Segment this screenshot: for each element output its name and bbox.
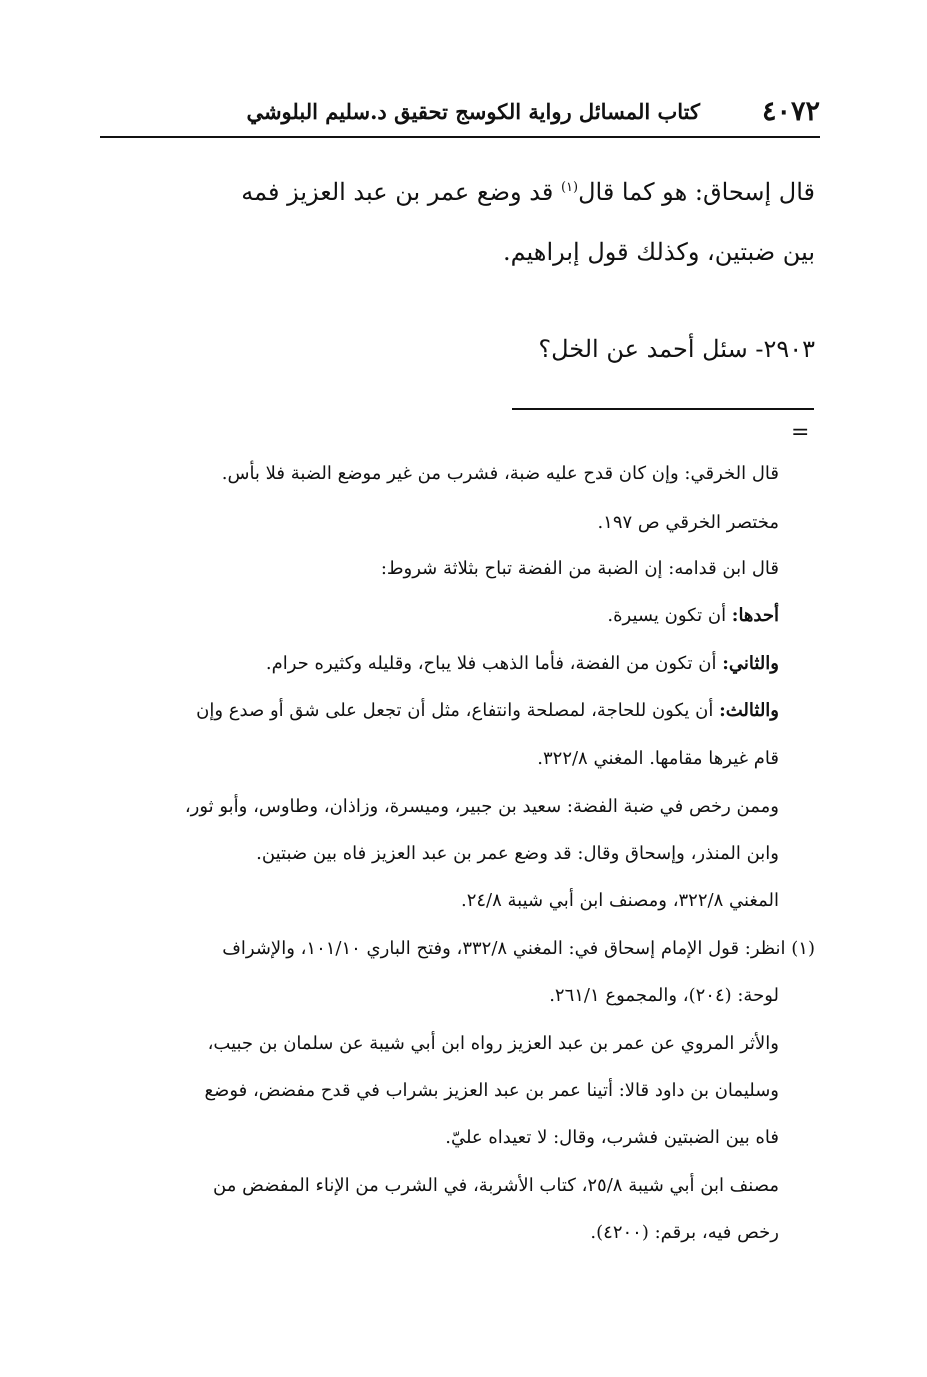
footnote-separator	[512, 408, 814, 410]
running-title: كتاب المسائل رواية الكوسج تحقيق د.سليم البلوشي	[246, 99, 700, 124]
footnote-line: رخص فيه، برقم: (٤٢٠٠).	[590, 1222, 779, 1243]
footnote-line: فاه بين الضبتين فشرب، وقال: لا تعيداه عليّ.	[445, 1127, 779, 1148]
footnote-line: قال الخرقي: وإن كان قدح عليه ضبة، فشرب من غير موضع الضبة فلا بأس.	[221, 463, 779, 484]
footnote-line	[196, 700, 779, 721]
footnote-line: وابن المنذر، وإسحاق وقال: قد وضع عمر بن عبد العزيز فاه بين ضبتين.	[256, 843, 779, 864]
main-text: قد وضع عمر بن عبد العزيز فمه	[241, 178, 561, 206]
footnote-line: مختصر الخرقي ص ١٩٧.	[597, 512, 779, 533]
page-header	[100, 92, 820, 132]
question-2903: ٢٩٠٣- سئل أحمد عن الخل؟	[538, 335, 815, 363]
footnote-line: (١) انظر: قول الإمام إسحاق في: المغني ٣٣٢/٨، وفتح الباري ١٠١/١٠، والإشراف	[222, 938, 815, 959]
main-paragraph-line-2: بين ضبتين، وكذلك قول إبراهيم.	[502, 238, 815, 266]
footnote-text: أن يكون للحاجة، لمصلحة وانتفاع، مثل أن تجعل على شق أو صدع وإن	[196, 700, 720, 721]
footnote-reference: (١)	[560, 180, 579, 195]
header-rule	[100, 136, 820, 138]
footnote-line: مصنف ابن أبي شيبة ٢٥/٨، كتاب الأشربة، في الشرب من الإناء المفضض من	[213, 1175, 779, 1196]
footnote-label: والثالث:	[719, 700, 779, 721]
footnote-line: والأثر المروي عن عمر بن عبد العزيز رواه ابن أبي شيبة عن سلمان بن جبيب،	[207, 1033, 779, 1054]
footnote-line: لوحة: (٢٠٤)، والمجموع ٢٦١/١.	[549, 985, 779, 1006]
footnote-line: وسليمان بن داود قالا: أتينا عمر بن عبد العزيز بشراب في قدح مفضض، فوضع	[204, 1080, 779, 1101]
footnote-label: والثاني:	[722, 653, 779, 674]
footnote-line: قام غيرها مقامها. المغني ٣٢٢/٨.	[537, 748, 779, 769]
footnote-line: المغني ٣٢٢/٨، ومصنف ابن أبي شيبة ٢٤/٨.	[460, 890, 779, 911]
footnote-text: أن تكون يسيرة.	[607, 605, 732, 626]
footnote-label: أحدها:	[731, 605, 779, 626]
page-number: ٤٠٧٢	[761, 96, 820, 127]
continuation-marker: =	[791, 420, 810, 445]
footnote-text: أن تكون من الفضة، فأما الذهب فلا يباح، وقليله وكثيره حرام.	[265, 653, 723, 674]
main-paragraph-line-1	[241, 178, 815, 206]
footnote-line	[607, 605, 779, 626]
footnote-line: وممن رخص في ضبة الفضة: سعيد بن جبير، وميسرة، وزاذان، وطاوس، وأبو ثور،	[184, 796, 779, 817]
main-text: قال إسحاق: هو كما قال	[578, 178, 815, 206]
footnote-line	[266, 653, 779, 674]
footnote-line: قال ابن قدامه: إن الضبة من الفضة تباح بثلاثة شروط:	[380, 558, 779, 579]
